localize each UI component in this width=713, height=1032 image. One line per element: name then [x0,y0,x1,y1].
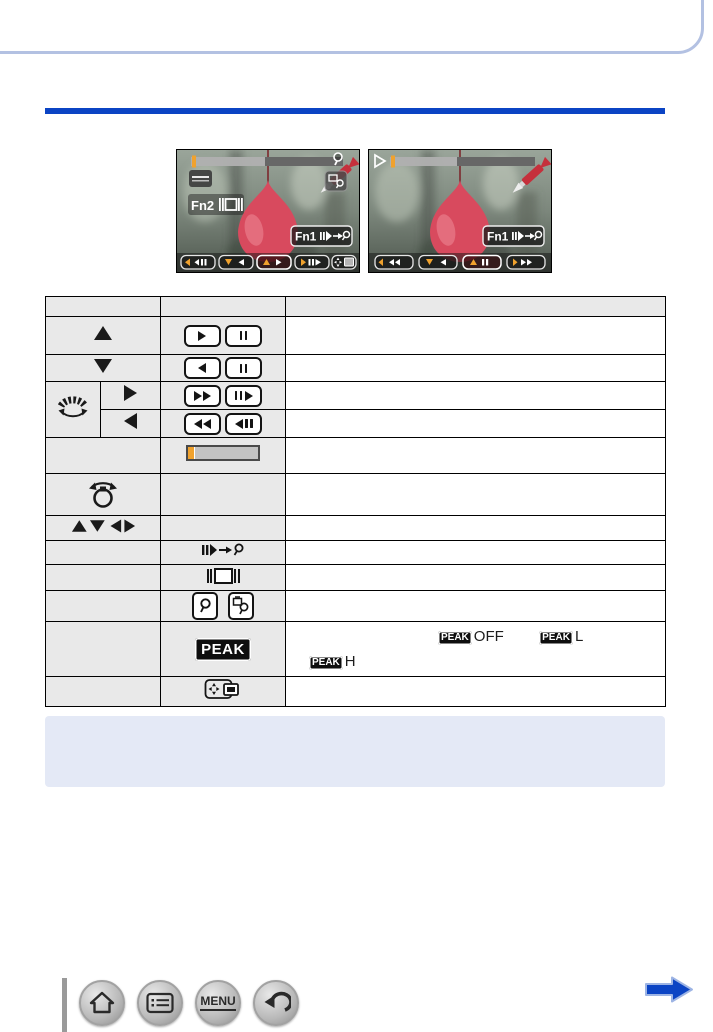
zoom-window-badge [325,171,347,191]
header-touch-operation [161,297,286,317]
left-arrow [124,413,137,429]
description-cell [286,677,666,707]
control-dial-icon [54,393,92,421]
peak-badge-small: PEAK [438,631,472,645]
frame-forward-key [225,385,262,407]
fn2-label: Fn2 [191,198,215,213]
description-cell [286,355,666,382]
description-cell [286,438,666,474]
peak-badge-small: PEAK [539,631,573,645]
display-icon [146,992,174,1014]
back-key [184,357,221,379]
table-row [46,516,666,541]
camera-screen-paused [176,149,360,273]
table-row [46,541,666,565]
table-header-row [46,297,666,317]
burst-badge [189,170,212,187]
table-row [46,622,666,677]
frame-forward-key[interactable] [295,256,329,270]
description-cell [286,317,666,355]
display-button[interactable] [137,980,183,1026]
right-arrow [124,385,137,401]
empty-cell [46,541,161,565]
blue-next-arrow[interactable] [643,975,695,1005]
fast-forward-key[interactable] [507,256,545,270]
description-cell [286,516,666,541]
table-row [46,677,666,707]
camera-screen2-illustration [369,150,551,272]
operations-table [45,296,666,707]
home-button[interactable] [79,980,125,1026]
frame-marker-icon [207,568,240,584]
empty-cell [46,438,161,474]
empty-cell [46,677,161,707]
peak-line2 [286,649,665,674]
orange-position-marker [192,156,196,168]
empty-cell [161,516,286,541]
play-key [184,325,221,347]
down-arrow [94,359,112,373]
table-row [46,565,666,591]
play-key[interactable] [257,256,291,270]
return-button[interactable] [253,980,299,1026]
camera-screen-playing [368,149,552,273]
note-box [45,716,665,787]
fast-forward-key [184,385,221,407]
table-row [46,438,666,474]
touch-tab-key[interactable] [332,256,356,270]
fn1-badge [291,226,352,246]
cursor-arrows [71,519,134,532]
description-cell [286,565,666,591]
pause-key [225,325,262,347]
table-row [46,382,666,410]
peak-high-label: H [344,653,356,670]
empty-cell [46,591,161,622]
empty-cell [46,565,161,591]
step-back-key[interactable] [419,256,457,270]
description-cell [286,410,666,438]
orange-position-marker [391,156,395,168]
fn1-label: Fn1 [295,229,317,244]
table-row [46,317,666,355]
pause-key [225,357,262,379]
step-back-key[interactable] [219,256,253,270]
chapter-tab-bar [62,978,67,1032]
table-row [46,474,666,516]
zoom-window-box-icon [228,592,254,620]
slider-bar-icon [186,445,260,461]
table-row [46,355,666,382]
description-cell [286,474,666,516]
description-cell [286,382,666,410]
rewind-key[interactable] [375,256,413,270]
fn1-label: Fn1 [487,229,509,244]
return-icon [261,990,291,1016]
peak-low-label: L [574,628,584,645]
frame-back-key[interactable] [181,256,215,270]
peak-badge-small: PEAK [309,656,343,670]
peaking-badge: PEAK [195,638,251,661]
table-row [46,591,666,622]
menu-label: MENU [200,995,235,1010]
header-button-operation [46,297,161,317]
menu-button[interactable] [195,980,241,1026]
peak-off-label: OFF [473,628,504,645]
frames-to-zoom-icon [198,542,248,558]
control-dial-cell [46,382,101,438]
peaking-description-cell [286,622,666,677]
rotate-control-dial-icon [83,474,123,510]
camera-screen1-illustration [177,150,359,272]
header-description [286,297,666,317]
empty-cell [46,622,161,677]
frame-back-key [225,413,262,435]
up-arrow [94,326,112,340]
section-title-rule [45,108,665,114]
home-icon [89,991,115,1015]
empty-cell [161,474,286,516]
description-cell [286,591,666,622]
rewind-key [184,413,221,435]
magnifier-box-icon [192,592,218,620]
fn1-badge [483,226,544,246]
peak-line1 [286,624,665,649]
touch-tab-icon [204,677,242,701]
header-outline-box [0,0,704,54]
table-row [46,410,666,438]
pause-key[interactable] [463,256,501,270]
fn2-badge [188,194,244,215]
description-cell [286,541,666,565]
